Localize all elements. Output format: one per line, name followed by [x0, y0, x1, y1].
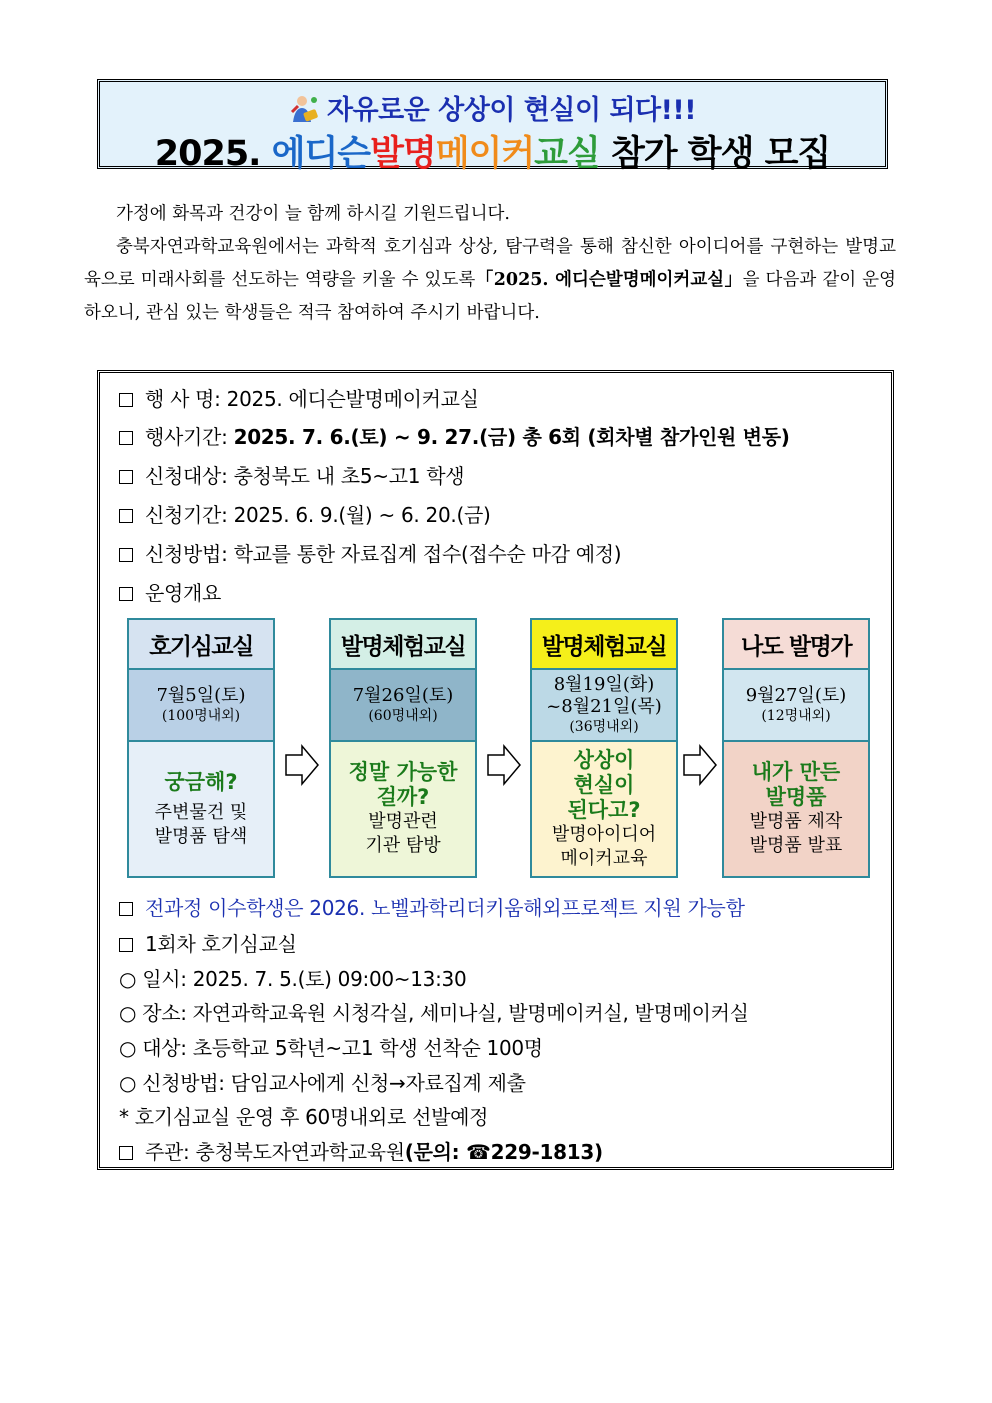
stage-title: 발명체험교실 — [532, 620, 676, 670]
inventor-icon — [289, 94, 319, 124]
arrow-right-icon — [486, 743, 522, 787]
checkbox-icon — [119, 902, 133, 916]
checkbox-icon — [119, 470, 133, 484]
title-prefix: 2025. — [154, 134, 272, 174]
audience-row: ○ 대상: 초등학교 5학년~고1 학생 선착순 100명 — [119, 1036, 543, 1060]
page-title — [100, 126, 885, 176]
intro-body: 충북자연과학교육원에서는 과학적 호기심과 상상, 탐구력을 통해 참신한 아이디어를 구현하는 발명교육으로 미래사회를 선도하는 역량을 키울 수 있도록「2025. 에디슨발명메이커교실」을 다음과 같이 운영하오니, 관심 있는 학생들은 적극 참여하여 주시기 바랍니다. — [84, 237, 896, 323]
place-row: ○ 장소: 자연과학교육원 시청각실, 세미나실, 발명메이커실, 발명메이커실 — [119, 1001, 749, 1025]
stage-date: 7월26일(토) (60명내외) — [331, 670, 475, 742]
title-maker: 메이커 — [435, 134, 535, 174]
greeting: 가정에 화목과 건강이 늘 함께 하시길 기원드립니다. — [116, 204, 510, 224]
stage-title: 호기심교실 — [129, 620, 273, 670]
checkbox-icon — [119, 938, 133, 952]
overview-row: 운영개요 — [119, 577, 221, 606]
stage-body: 내가 만든 발명품 발명품 제작 발명품 발표 — [724, 742, 868, 876]
stage-body: 상상이 현실이 된다고? 발명아이디어 메이커교육 — [532, 742, 676, 876]
title-suffix: 참가 학생 모집 — [599, 134, 831, 174]
checkbox-icon — [119, 1146, 133, 1160]
stage-experience-2 — [530, 618, 678, 878]
apply-method-row: 신청방법: 학교를 통한 자료집계 접수(접수순 마감 예정) — [119, 538, 621, 567]
checkbox-icon — [119, 548, 133, 562]
stage-experience-1 — [329, 618, 477, 878]
selection-row: * 호기심교실 운영 후 60명내외로 선발예정 — [119, 1105, 489, 1129]
host-row: 주관: 충청북도자연과학교육원(문의: ☎229-1813) — [119, 1136, 603, 1165]
slogan-line — [100, 88, 885, 127]
stage-title: 발명체험교실 — [331, 620, 475, 670]
time-row: ○ 일시: 2025. 7. 5.(토) 09:00~13:30 — [119, 967, 467, 991]
title-box — [97, 79, 888, 174]
intro-section — [84, 198, 896, 330]
first-session-row: 1회차 호기심교실 — [119, 928, 297, 957]
stage-inventor — [722, 618, 870, 878]
event-name-row: 행 사 명: 2025. 에디슨발명메이커교실 — [119, 383, 479, 412]
stage-body: 궁금해? 주변물건 및 발명품 탐색 — [129, 742, 273, 876]
target-row: 신청대상: 충청북도 내 초5~고1 학생 — [119, 460, 464, 489]
support-row: 전과정 이수학생은 2026. 노벨과학리더키움해외프로젝트 지원 가능함 — [119, 892, 745, 921]
apply-period-row: 신청기간: 2025. 6. 9.(월) ~ 6. 20.(금) — [119, 499, 490, 528]
arrow-right-icon — [682, 743, 718, 787]
stage-date: 9월27일(토) (12명내외) — [724, 670, 868, 742]
title-invention: 발명 — [370, 134, 436, 174]
stage-date: 7월5일(토) (100명내외) — [129, 670, 273, 742]
checkbox-icon — [119, 587, 133, 601]
info-box — [97, 370, 894, 1170]
stage-date: 8월19일(화) ~8월21일(목) (36명내외) — [532, 670, 676, 742]
title-classroom: 교실 — [534, 134, 600, 174]
slogan-text: 자유로운 상상이 현실이 되다!!! — [326, 95, 697, 126]
arrow-right-icon — [284, 743, 320, 787]
title-edison: 에디슨 — [271, 134, 371, 174]
stage-curiosity — [127, 618, 275, 878]
stage-body: 정말 가능한 걸까? 발명관련 기관 탐방 — [331, 742, 475, 876]
checkbox-icon — [119, 431, 133, 445]
method-row: ○ 신청방법: 담임교사에게 신청→자료집계 제출 — [119, 1071, 526, 1095]
checkbox-icon — [119, 509, 133, 523]
checkbox-icon — [119, 393, 133, 407]
stage-title: 나도 발명가 — [724, 620, 868, 670]
period-row: 행사기간: 2025. 7. 6.(토) ~ 9. 27.(금) 총 6회 (회차별 참가인원 변동) — [119, 421, 790, 450]
